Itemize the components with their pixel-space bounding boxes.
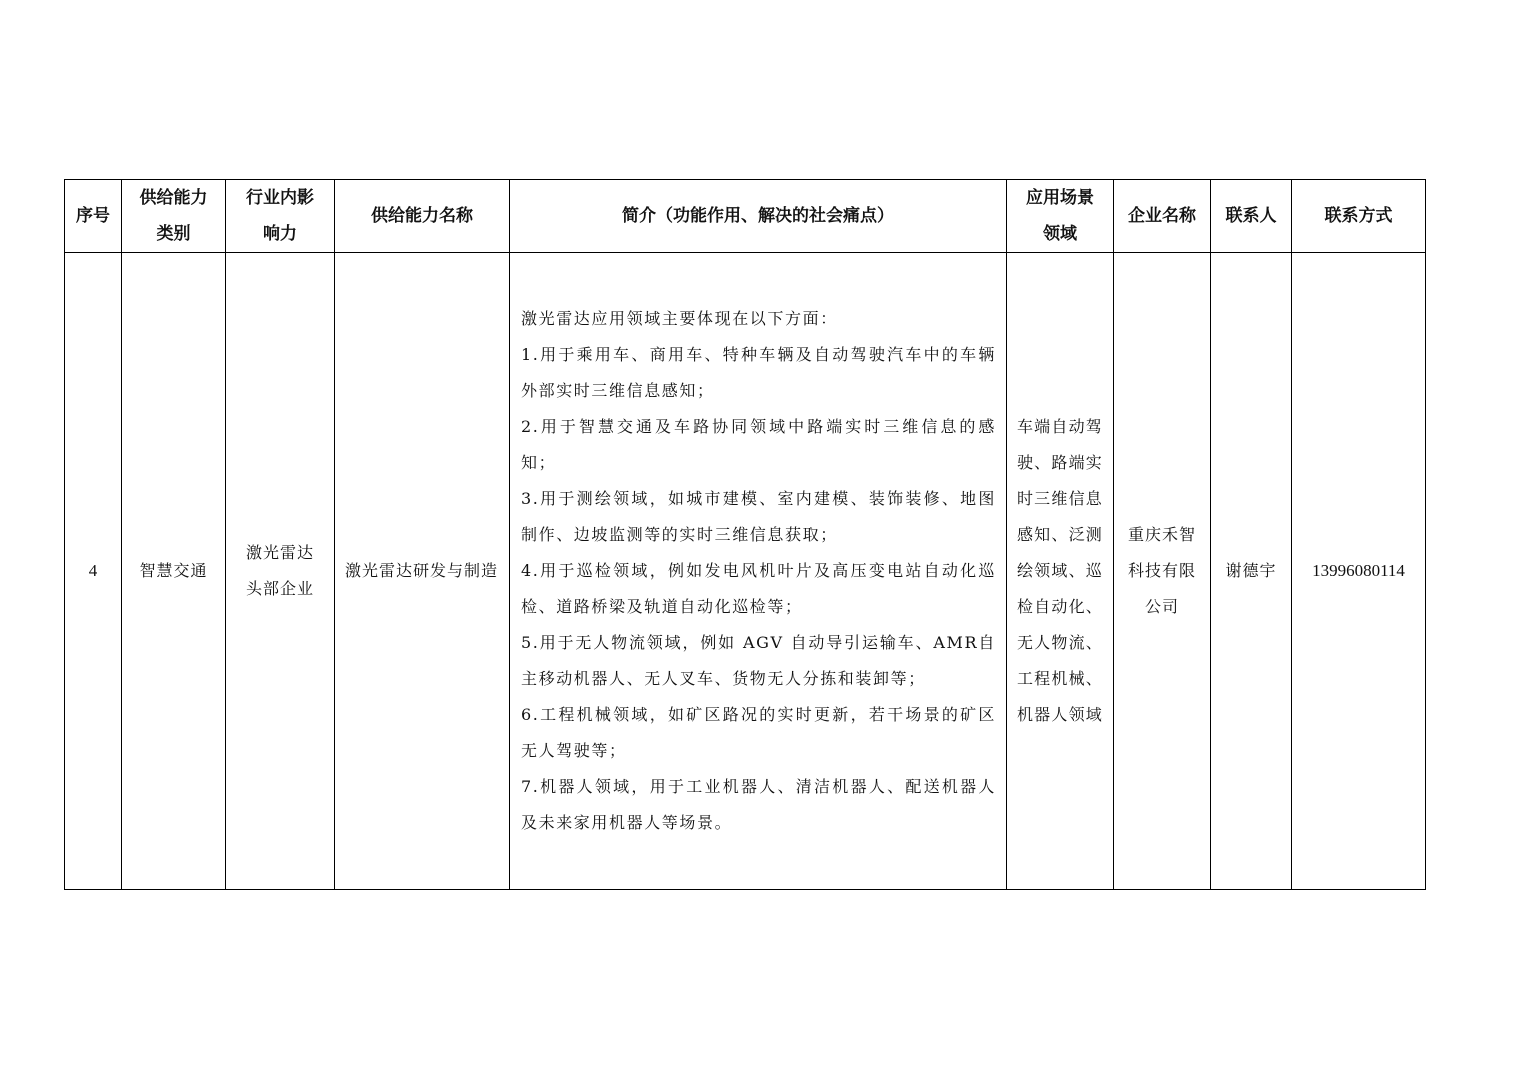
header-intro: 简介（功能作用、解决的社会痛点） [510, 180, 1007, 253]
header-index: 序号 [65, 180, 122, 253]
header-company: 企业名称 [1114, 180, 1211, 253]
cell-company: 重庆禾智科技有限公司 [1114, 253, 1211, 890]
intro-line: 6.工程机械领域，如矿区路况的实时更新，若干场景的矿区无人驾驶等； [521, 705, 996, 760]
cell-scene: 车端自动驾驶、路端实时三维信息感知、泛测绘领域、巡检自动化、无人物流、工程机械、机器人领域 [1007, 253, 1114, 890]
cell-name: 激光雷达研发与制造 [335, 253, 510, 890]
header-influence: 行业内影响力 [226, 180, 335, 253]
cell-influence: 激光雷达头部企业 [226, 253, 335, 890]
supply-capability-table [64, 179, 1426, 890]
header-row [65, 180, 1426, 253]
header-contact-person: 联系人 [1211, 180, 1292, 253]
intro-line: 2.用于智慧交通及车路协同领域中路端实时三维信息的感知； [521, 417, 996, 472]
intro-line: 1.用于乘用车、商用车、特种车辆及自动驾驶汽车中的车辆外部实时三维信息感知； [521, 345, 996, 400]
intro-line: 激光雷达应用领域主要体现在以下方面： [521, 309, 838, 328]
cell-contact-info: 13996080114 [1292, 253, 1426, 890]
header-category: 供给能力类别 [122, 180, 226, 253]
cell-category: 智慧交通 [122, 253, 226, 890]
header-name: 供给能力名称 [335, 180, 510, 253]
intro-line: 3.用于测绘领域，如城市建模、室内建模、装饰装修、地图制作、边坡监测等的实时三维信息获取； [521, 489, 996, 544]
intro-line: 4.用于巡检领域，例如发电风机叶片及高压变电站自动化巡检、道路桥梁及轨道自动化巡检等； [521, 561, 996, 616]
cell-intro [510, 253, 1007, 890]
intro-line: 5.用于无人物流领域，例如 AGV 自动导引运输车、AMR自主移动机器人、无人叉车、货物无人分拣和装卸等； [521, 633, 996, 688]
table-row [65, 253, 1426, 890]
cell-index: 4 [65, 253, 122, 890]
cell-contact-person: 谢德宇 [1211, 253, 1292, 890]
intro-line: 7.机器人领域，用于工业机器人、清洁机器人、配送机器人及未来家用机器人等场景。 [521, 777, 996, 832]
intro-text [510, 301, 1006, 841]
header-contact-info: 联系方式 [1292, 180, 1426, 253]
header-scene: 应用场景领域 [1007, 180, 1114, 253]
